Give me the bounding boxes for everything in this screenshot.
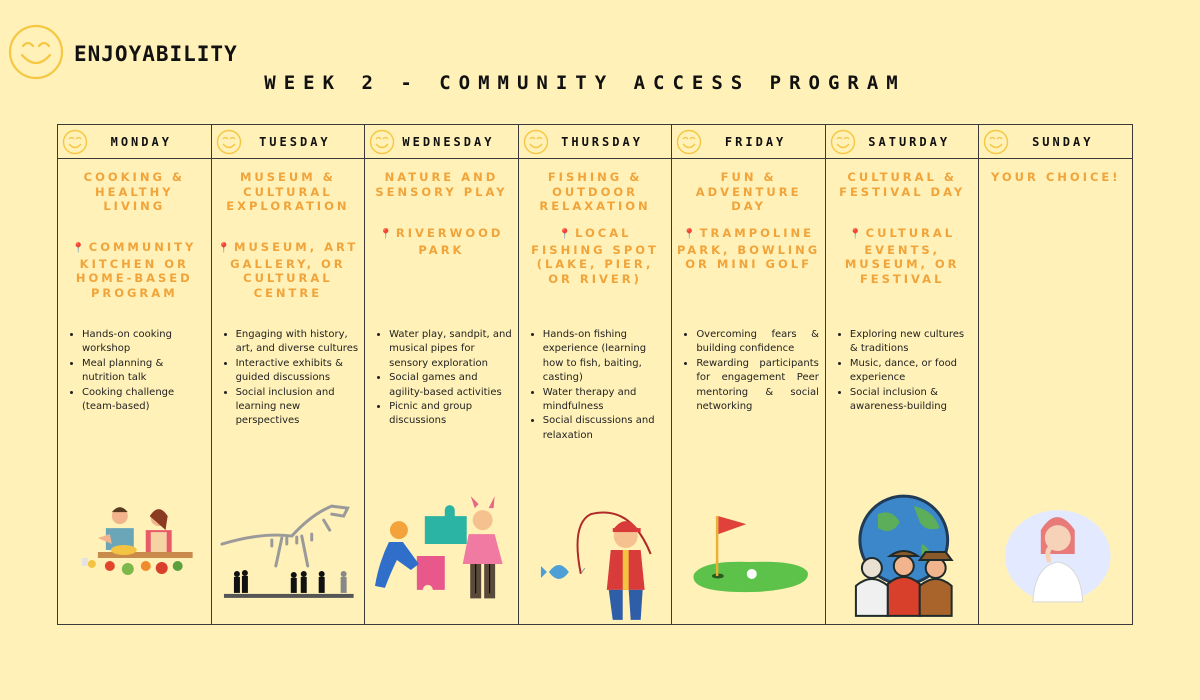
activity-title: MUSEUM & CULTURAL EXPLORATION [226, 170, 350, 213]
day-column-tuesday [212, 125, 366, 624]
location-pin-icon: 📍 [217, 243, 230, 254]
day-header [365, 125, 518, 159]
smiley-icon [983, 129, 1009, 155]
list-item: • Picnic and group discussions [389, 400, 512, 429]
smiley-icon [369, 129, 395, 155]
day-header [979, 125, 1132, 159]
brand-name: ENJOYABILITY [74, 42, 238, 66]
fisherman-illustration [519, 494, 672, 624]
list-item: • Overcoming fears & building confidence [696, 328, 819, 357]
list-item: • Social games and agility-based activities [389, 371, 512, 400]
location-pin-icon: 📍 [683, 229, 696, 240]
location-pin-icon: 📍 [379, 229, 392, 240]
day-name: SATURDAY [868, 134, 951, 149]
smiley-icon [62, 129, 88, 155]
day-column-monday [58, 125, 212, 624]
activity-title: NATURE AND SENSORY PLAY [375, 170, 508, 199]
puzzle-kids-illustration [365, 494, 518, 624]
day-name: MONDAY [110, 134, 172, 149]
smiley-icon [523, 129, 549, 155]
location [830, 226, 975, 286]
weekly-schedule [57, 124, 1133, 625]
location-pin-icon: 📍 [558, 229, 572, 240]
list-item: • Exploring new cultures & traditions [850, 328, 973, 357]
list-item: • Music, dance, or food experience [850, 357, 973, 386]
activity-list [222, 328, 359, 429]
day-name: TUESDAY [259, 134, 331, 149]
location-text: MUSEUM, ART GALLERY, OR CULTURAL CENTRE [230, 240, 359, 300]
activity-title: CULTURAL & FESTIVAL DAY [839, 170, 966, 199]
location-text: TRAMPOLINE PARK, BOWLING OR MINI GOLF [676, 226, 821, 271]
location-text: COMMUNITY KITCHEN OR HOME-BASED PROGRAM [75, 240, 197, 300]
list-item: • Water play, sandpit, and musical pipes for sensory exploration [389, 328, 512, 371]
activity-title: COOKING & HEALTHY LIVING [83, 170, 185, 213]
location [369, 226, 514, 257]
smiley-icon [676, 129, 702, 155]
location-text: LOCAL FISHING SPOT (LAKE, PIER, OR RIVER) [531, 226, 659, 286]
list-item: • Hands-on cooking workshop [82, 328, 205, 357]
day-header [212, 125, 365, 159]
day-column-wednesday [365, 125, 519, 624]
list-item: • Social inclusion and learning new perspectives [236, 386, 359, 429]
smiley-icon [216, 129, 242, 155]
activity-title: FISHING & OUTDOOR RELAXATION [539, 170, 651, 213]
list-item: • Social discussions and relaxation [543, 414, 666, 443]
smiley-icon [830, 129, 856, 155]
day-header [519, 125, 672, 159]
activity-list [529, 328, 666, 443]
activity-list [836, 328, 973, 414]
day-header [826, 125, 979, 159]
activity-list [375, 328, 512, 429]
day-header [58, 125, 211, 159]
golf-flag-illustration [672, 494, 825, 624]
list-item: • Cooking challenge (team-based) [82, 386, 205, 415]
location-text: CULTURAL EVENTS, MUSEUM, OR FESTIVAL [844, 226, 960, 286]
location-text: RIVERWOOD PARK [395, 226, 504, 257]
list-item: • Rewarding participants for engagement Peer mentoring & social networking [696, 357, 819, 415]
location-pin-icon: 📍 [72, 243, 85, 254]
page-title: WEEK 2 - COMMUNITY ACCESS PROGRAM [264, 72, 906, 94]
location [523, 226, 668, 286]
list-item: • Interactive exhibits & guided discussions [236, 357, 359, 386]
day-name: SUNDAY [1032, 134, 1094, 149]
day-name: THURSDAY [561, 134, 643, 149]
list-item: • Hands-on fishing experience (learning how to fish, baiting, casting) [543, 328, 666, 386]
day-column-saturday [826, 125, 980, 624]
activity-title: YOUR CHOICE! [990, 170, 1121, 184]
activity-title: FUN & ADVENTURE DAY [695, 170, 802, 213]
list-item: • Social inclusion & awareness-building [850, 386, 973, 415]
globe-people-illustration [826, 494, 979, 624]
day-column-sunday [979, 125, 1132, 624]
list-item: • Meal planning & nutrition talk [82, 357, 205, 386]
list-item: • Engaging with history, art, and diverse cultures [236, 328, 359, 357]
activity-list [68, 328, 205, 414]
thinking-woman-illustration [979, 494, 1132, 624]
cooking-couple-illustration [58, 494, 211, 624]
day-column-thursday [519, 125, 673, 624]
location-pin-icon: 📍 [849, 229, 862, 240]
list-item: • Water therapy and mindfulness [543, 386, 666, 415]
day-name: WEDNESDAY [402, 134, 495, 149]
day-name: FRIDAY [724, 134, 787, 149]
day-column-friday [672, 125, 826, 624]
location [676, 226, 821, 272]
activity-list [682, 328, 819, 414]
location [62, 240, 207, 300]
dinosaur-skeleton-illustration [212, 494, 365, 624]
location [216, 240, 361, 300]
day-header [672, 125, 825, 159]
